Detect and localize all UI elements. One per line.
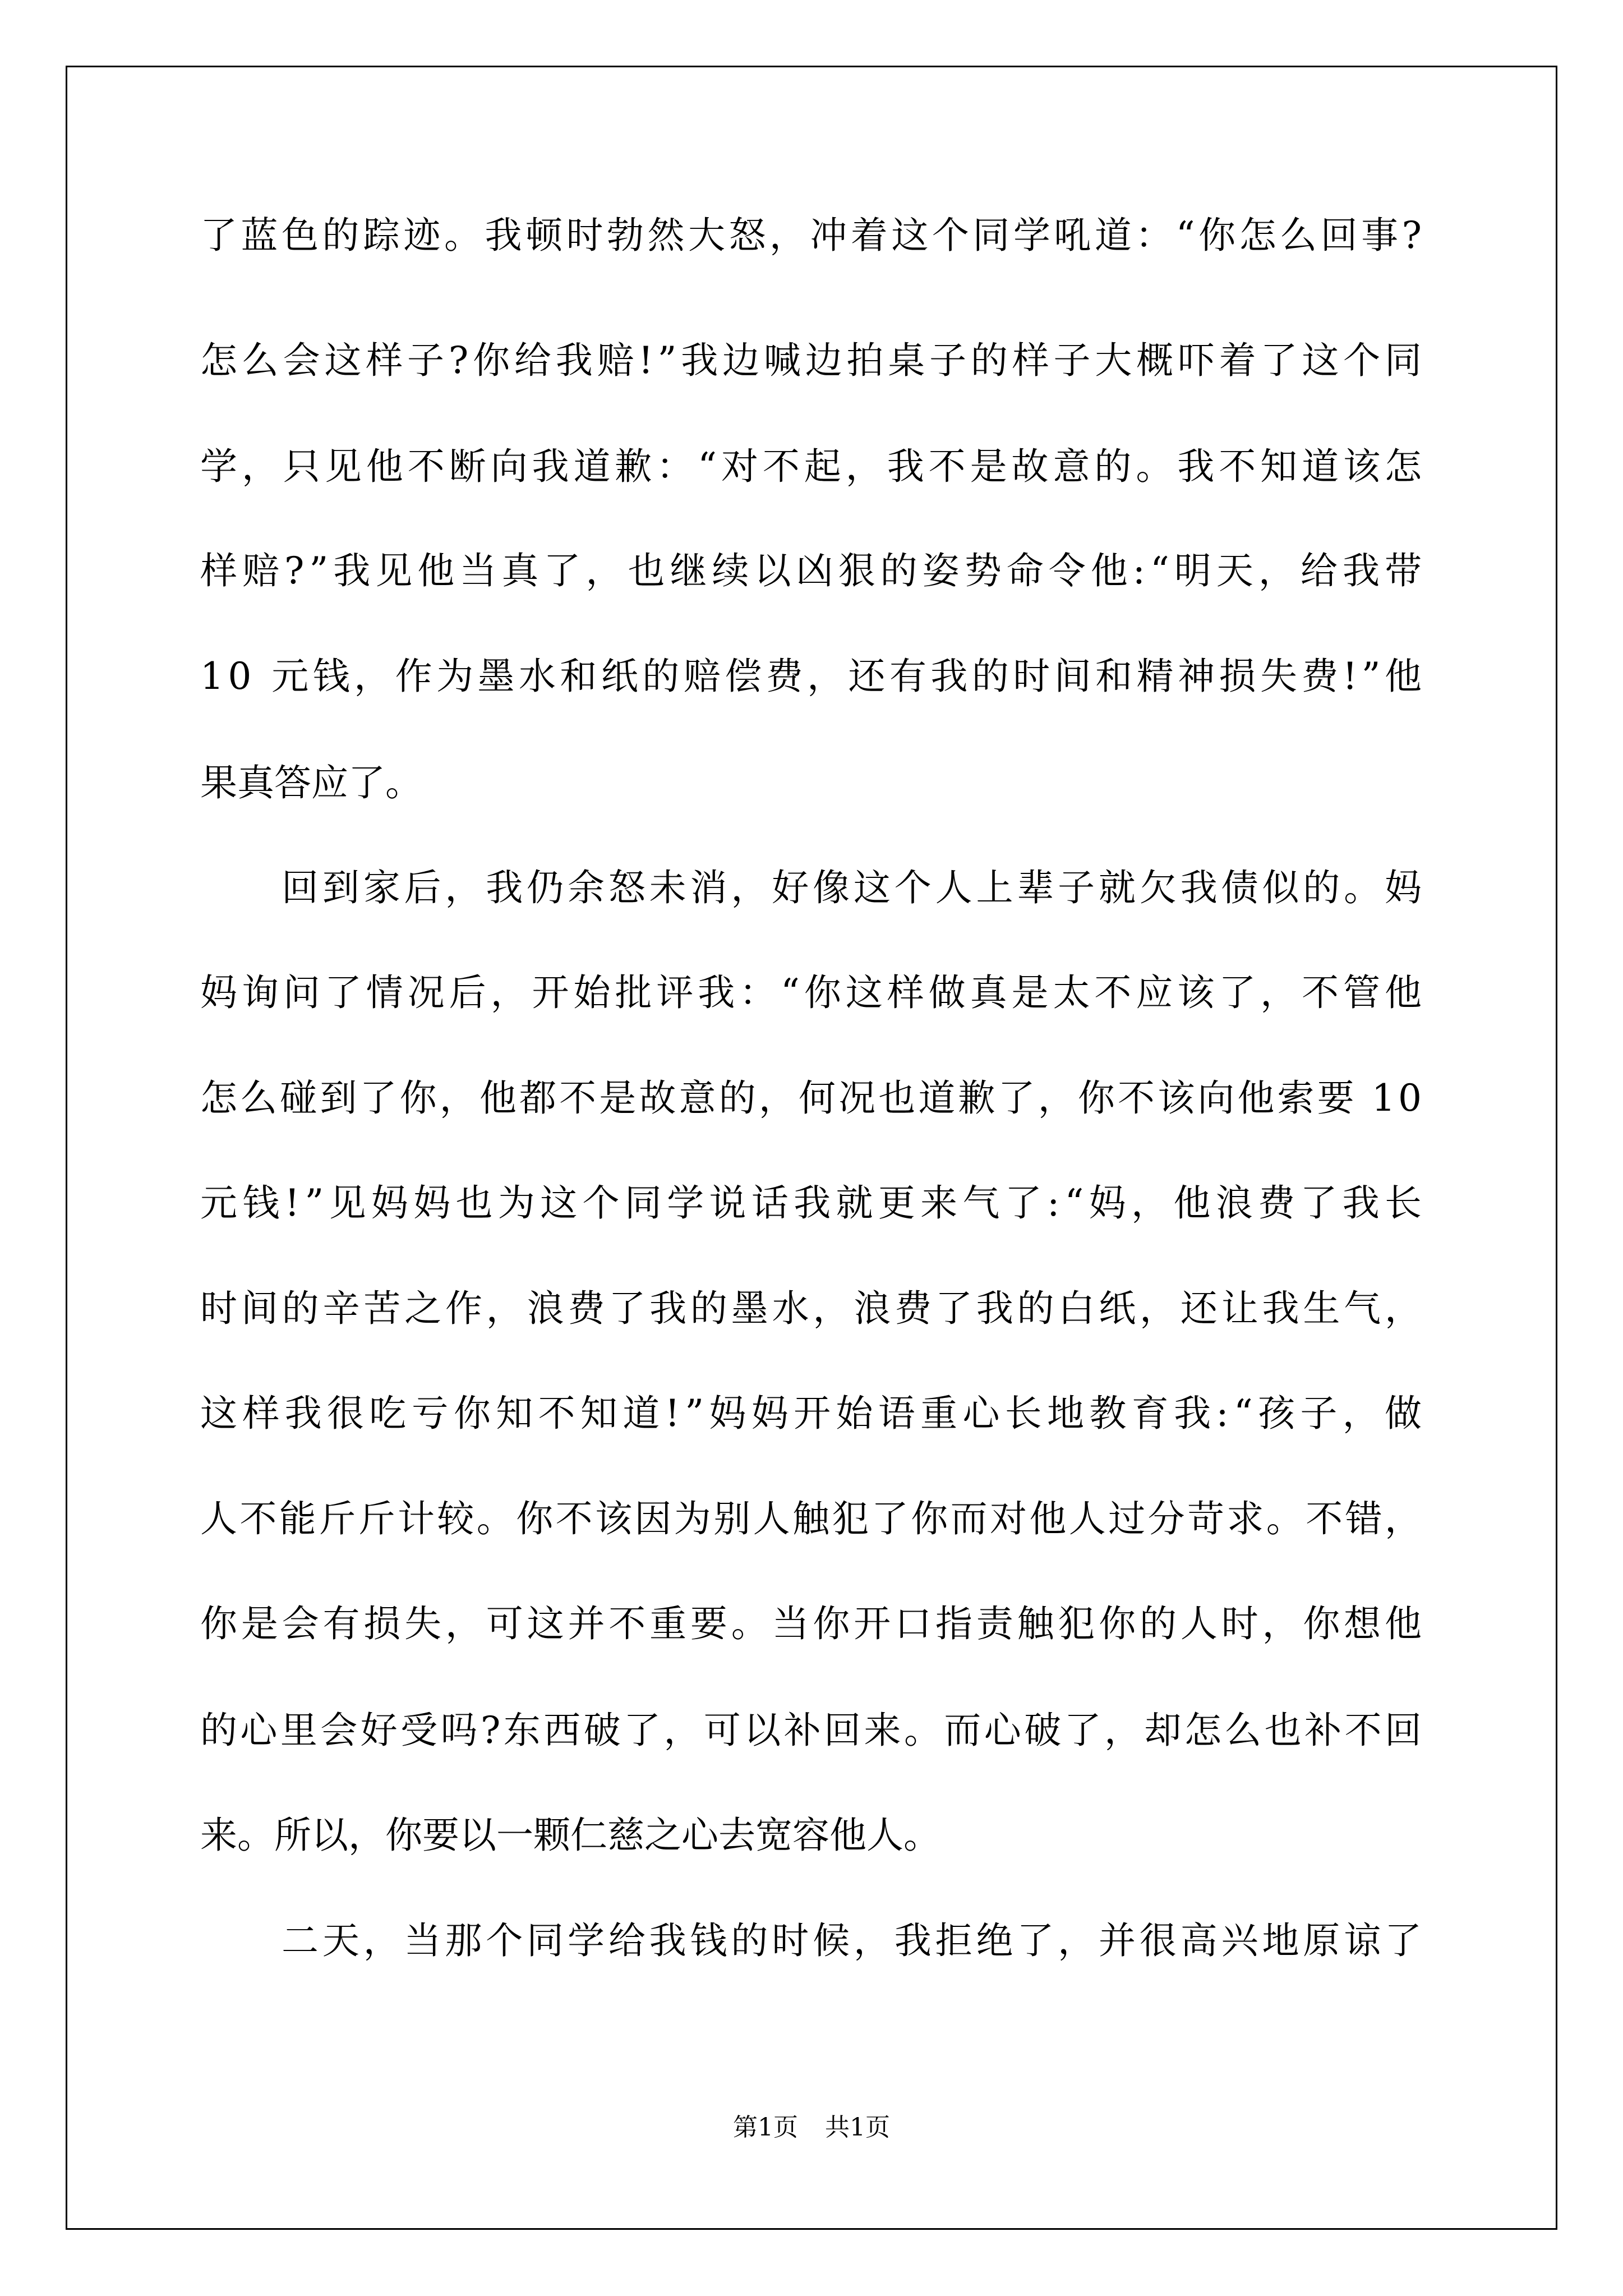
text-line-8 [0, 970, 1623, 1015]
text-line-1-content: 了蓝色的踪迹。我顿时勃然大怒，冲着这个同学吼道：“你怎么回事? [200, 214, 1426, 257]
text-line-8-content: 妈询问了情况后，开始批评我：“你这样做真是太不应该了，不管他 [200, 971, 1426, 1014]
text-line-5 [0, 654, 1623, 699]
text-line-9 [0, 1076, 1623, 1121]
page-number: 第1页 [733, 2113, 798, 2142]
page-border [66, 66, 1557, 2230]
text-line-10 [0, 1181, 1623, 1226]
paragraph-3-line-1-content: 二天，当那个同学给我钱的时候，我拒绝了，并很高兴地原谅了 [282, 1919, 1426, 1962]
page-footer [0, 2112, 1623, 2143]
text-line-12-content: 这样我很吃亏你知不知道!”妈妈开始语重心长地教育我:“孩子，做 [200, 1392, 1427, 1435]
text-line-12 [0, 1391, 1623, 1436]
text-line-3 [0, 444, 1623, 489]
text-line-15 [0, 1708, 1623, 1753]
text-line-13-content: 人不能斤斤计较。你不该因为别人触犯了你而对他人过分苛求。不错， [200, 1497, 1424, 1540]
text-line-4-content: 样赔?”我见他当真了，也继续以凶狠的姿势命令他:“明天，给我带 [200, 549, 1427, 592]
text-line-14 [0, 1602, 1623, 1646]
text-line-1 [0, 213, 1623, 258]
text-line-6 [0, 761, 1623, 806]
text-line-11-content: 时间的辛苦之作，浪费了我的墨水，浪费了我的白纸，还让我生气， [200, 1287, 1426, 1330]
paragraph-2-line-1-content: 回到家后，我仍余怒未消，好像这个人上辈子就欠我债似的。妈 [282, 866, 1426, 909]
text-line-14-content: 你是会有损失，可这并不重要。当你开口指责触犯你的人时，你想他 [200, 1602, 1426, 1645]
text-line-3-content: 学，只见他不断向我道歉：“对不起，我不是故意的。我不知道该怎 [200, 445, 1426, 488]
text-line-16-content: 来。所以，你要以一颗仁慈之心去宽容他人。 [200, 1814, 940, 1857]
text-line-10-content: 元钱!”见妈妈也为这个同学说话我就更来气了:“妈，他浪费了我长 [200, 1181, 1427, 1225]
page-total: 共1页 [825, 2113, 890, 2142]
text-line-2-content: 怎么会这样子?你给我赔!”我边喊边拍桌子的样子大概吓着了这个同 [200, 339, 1426, 382]
text-line-5-content: 10 元钱，作为墨水和纸的赔偿费，还有我的时间和精神损失费!”他 [200, 655, 1426, 698]
text-line-2 [0, 338, 1623, 383]
text-line-9-content: 怎么碰到了你，他都不是故意的，何况也道歉了，你不该向他索要 10 [200, 1076, 1425, 1120]
text-line-6-content: 果真答应了。 [200, 761, 422, 804]
text-line-13 [0, 1497, 1623, 1542]
text-line-16 [0, 1813, 1623, 1858]
text-line-11 [0, 1286, 1623, 1331]
paragraph-2-line-1 [0, 866, 1623, 910]
paragraph-3-line-1 [0, 1918, 1623, 1963]
text-line-4 [0, 549, 1623, 593]
text-line-15-content: 的心里会好受吗?东西破了，可以补回来。而心破了，却怎么也补不回 [200, 1709, 1425, 1752]
